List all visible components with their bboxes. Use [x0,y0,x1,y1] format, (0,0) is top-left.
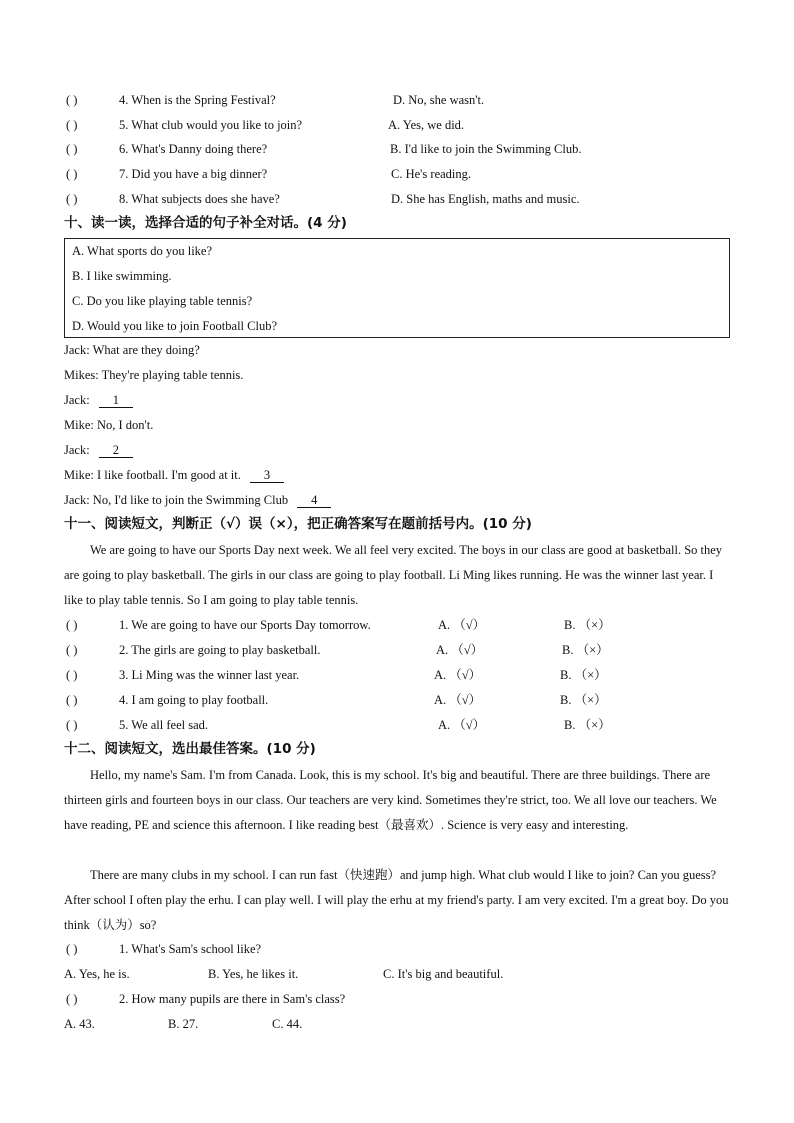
reading-passage-p2: There are many clubs in my school. I can run fast（快速跑）and jump high. What club would I like to join? Can you guess? After school I often play the erhu. I can play well. I will play the erhu at my friend's party. I am very excited. I'm a great boy. Do you think（认为）so? [64,868,729,932]
option-false[interactable]: B. （×） [560,668,607,682]
option-true[interactable]: A. （√） [436,643,484,657]
question-text: 5. What club would you like to join? [119,118,303,132]
choice-a[interactable]: A. 43. [64,1017,95,1031]
section-heading: 十、读一读，选择合适的句子补全对话。(4 分) [64,215,347,231]
choice-b[interactable]: B. 27. [168,1017,199,1031]
choice-c[interactable]: C. It's big and beautiful. [383,967,504,981]
option-true[interactable]: A. （√） [438,618,486,632]
statement-text: 1. We are going to have our Sports Day tomorrow. [119,618,371,632]
answer-option: A. Yes, we did. [388,118,465,132]
option-d: D. Would you like to join Football Club? [72,319,278,333]
blank-2[interactable]: 2 [99,443,133,458]
reading-passage: We are going to have our Sports Day next week. We all feel very excited. The boys in our class are good at basketball. So they are going to play basketball. The girls in our class are going to play football. Li Ming likes running. He was the winner last year. I like to play table tennis. So I am going to play table tennis. [64,543,723,607]
dialogue-line: Jack: What are they doing? [64,343,200,357]
choice-b[interactable]: B. Yes, he likes it. [208,967,299,981]
answer-option: D. No, she wasn't. [393,93,485,107]
answer-paren[interactable]: ( ) [66,118,78,132]
answer-option: C. He's reading. [391,167,472,181]
blank-3[interactable]: 3 [250,468,284,483]
options-box [64,238,730,338]
dialogue-line [64,442,133,458]
answer-paren[interactable]: ( ) [66,93,78,107]
question-text: 1. What's Sam's school like? [119,942,262,956]
answer-option: B. I'd like to join the Swimming Club. [390,142,582,156]
option-true[interactable]: A. （√） [434,693,482,707]
question-text: 2. How many pupils are there in Sam's class? [119,992,346,1006]
choice-c[interactable]: C. 44. [272,1017,303,1031]
answer-paren[interactable]: ( ) [66,192,78,206]
answer-paren[interactable]: ( ) [66,693,78,707]
option-false[interactable]: B. （×） [560,693,607,707]
statement-text: 3. Li Ming was the winner last year. [119,668,300,682]
answer-paren[interactable]: ( ) [66,992,78,1006]
statement-text: 5. We all feel sad. [119,718,209,732]
answer-paren[interactable]: ( ) [66,167,78,181]
answer-paren[interactable]: ( ) [66,618,78,632]
option-false[interactable]: B. （×） [562,643,609,657]
option-a: A. What sports do you like? [72,244,213,258]
question-text: 7. Did you have a big dinner? [119,167,268,181]
option-false[interactable]: B. （×） [564,618,611,632]
option-true[interactable]: A. （√） [438,718,486,732]
speaker: Jack: [64,393,90,407]
statement-text: 4. I am going to play football. [119,693,269,707]
answer-paren[interactable]: ( ) [66,643,78,657]
question-text: 6. What's Danny doing there? [119,142,268,156]
option-c: C. Do you like playing table tennis? [72,294,253,308]
question-text: 4. When is the Spring Festival? [119,93,276,107]
dialogue-line [64,467,284,483]
dialogue-line: Mikes: They're playing table tennis. [64,368,244,382]
answer-paren[interactable]: ( ) [66,668,78,682]
dialogue-line [64,392,133,408]
blank-1[interactable]: 1 [99,393,133,408]
question-text: 8. What subjects does she have? [119,192,280,206]
dialogue-line: Mike: No, I don't. [64,418,154,432]
answer-paren[interactable]: ( ) [66,142,78,156]
option-true[interactable]: A. （√） [434,668,482,682]
answer-paren[interactable]: ( ) [66,718,78,732]
option-b: B. I like swimming. [72,269,172,283]
dialogue-text: Mike: I like football. I'm good at it. [64,468,241,482]
option-false[interactable]: B. （×） [564,718,611,732]
answer-paren[interactable]: ( ) [66,942,78,956]
section-heading: 十一、阅读短文，判断正（√）误（×），把正确答案写在题前括号内。(10 分) [64,516,532,532]
dialogue-text: Jack: No, I'd like to join the Swimming Club [64,493,289,507]
speaker: Jack: [64,443,90,457]
reading-passage-p1: Hello, my name's Sam. I'm from Canada. Look, this is my school. It's big and beautiful. There are three buildings. There are thirteen girls and fourteen boys in our class. Our teachers are very kind. Sometimes they're strict, too. We all love our teachers. We have reading, PE and science this afternoon. I like reading best（最喜欢）. Science is very easy and interesting. [64,768,717,832]
dialogue-line [64,492,331,508]
choice-a[interactable]: A. Yes, he is. [64,967,130,981]
section-heading: 十二、阅读短文，选出最佳答案。(10 分) [64,741,316,757]
blank-4[interactable]: 4 [297,493,331,508]
statement-text: 2. The girls are going to play basketball. [119,643,321,657]
answer-option: D. She has English, maths and music. [391,192,580,206]
